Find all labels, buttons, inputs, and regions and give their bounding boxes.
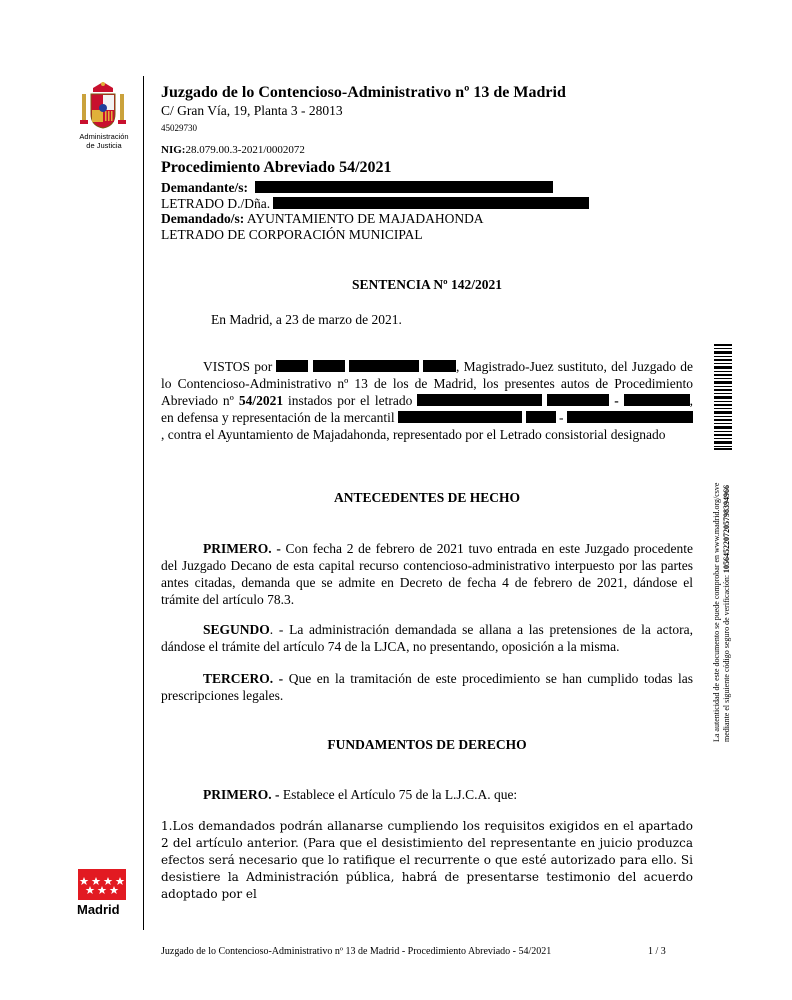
vistos-num: 54/2021	[238, 393, 284, 408]
court-code: 45029730	[161, 123, 197, 133]
segundo-text: . - La administración demandada se allana a las pretensiones de la actora, dándose el trámite del artículo 74 de la LJCA, no presentando, oposición a la misma.	[161, 622, 693, 654]
vistos-text-1: , Magistrado-Juez sustituto, del Juzgado de lo Contencioso-Administrativo nº 13 de los de Madrid, los presentes autos de Procedimiento Abreviado nº	[161, 359, 693, 408]
plaintiff-label: Demandante/s:	[161, 180, 248, 195]
verification-note	[712, 442, 732, 742]
redaction-bar	[313, 360, 345, 372]
admin-label-line2: de Justicia	[86, 141, 122, 150]
vistos-text-4: , contra el Ayuntamiento de Majadahonda, representado por el Letrado consistorial designado	[161, 427, 666, 442]
vertical-divider	[143, 76, 144, 930]
madrid-flag-logo	[78, 869, 126, 905]
antecedentes-heading: ANTECEDENTES DE HECHO	[333, 490, 521, 505]
sentence-title: SENTENCIA Nº 142/2021	[352, 277, 502, 292]
redaction-bar	[423, 360, 456, 372]
antecedentes-segundo	[161, 621, 693, 655]
court-name: Juzgado de lo Contencioso-Administrativo nº 13 de Madrid	[161, 84, 566, 101]
redaction-bar	[255, 181, 553, 193]
redaction-bar	[547, 394, 609, 406]
verification-line2: mediante el siguiente código seguro de verificación: 1056452207205798394966	[722, 484, 731, 742]
justice-coat-of-arms	[78, 80, 128, 137]
fundamentos-heading: FUNDAMENTOS DE DERECHO	[327, 737, 527, 752]
redaction-bar	[567, 411, 693, 423]
admin-label-line1: Administración	[79, 132, 129, 141]
defendant-label: Demandado/s:	[161, 211, 245, 226]
fundamentos-primero	[161, 786, 693, 803]
verification-code: 1056452207205798394966	[722, 484, 731, 573]
tercero-label: TERCERO. -	[203, 671, 284, 686]
redaction-bar	[624, 394, 690, 406]
vistos-text-2: instados por el letrado	[283, 393, 418, 408]
antecedentes-tercero	[161, 670, 693, 704]
redaction-bar	[273, 197, 589, 209]
madrid-stars-icon	[78, 869, 126, 900]
redaction-bar	[276, 360, 308, 372]
vistos-text-3: , en defensa y representación de la mercantil	[161, 393, 694, 425]
redaction-bar	[349, 360, 419, 372]
procedure-title: Procedimiento Abreviado 54/2021	[161, 159, 392, 176]
defendant-line	[161, 211, 484, 227]
footer-text: Juzgado de lo Contencioso-Administrativo nº 13 de Madrid - Procedimiento Abreviado - 54/2021	[161, 946, 552, 957]
antecedentes-primero	[161, 540, 693, 608]
barcode-icon	[714, 344, 732, 450]
primero-text: Con fecha 2 de febrero de 2021 tuvo entrada en este Juzgado procedente del Juzgado Decano de esta capital recurso contencioso-administrativo interpuesto por las partes antes citadas, demanda que se admite en Decreto de fecha 4 de febrero de 2021, dándose el trámite del artículo 78.3.	[161, 541, 693, 607]
lawyer-line	[161, 196, 589, 212]
tercero-text: Que en la tramitación de este procedimiento se han cumplido todas las prescripciones legales.	[161, 671, 693, 703]
vistos-word: VISTOS por	[203, 359, 273, 374]
nig-value: 28.079.00.3-2021/0002072	[185, 144, 305, 156]
fund-primero-text: Establece el Artículo 75 de la L.J.C.A. que:	[279, 787, 518, 802]
admin-justice-label	[74, 132, 134, 150]
court-address: C/ Gran Vía, 19, Planta 3 - 28013	[161, 103, 343, 118]
verification-line1: La autenticidad de este documento se puede comprobar en www.madrid.org/csve	[712, 482, 721, 742]
vistos-paragraph: VISTOS por , Magistrado-Juez sustituto, del Juzgado de lo Contencioso-Administrativo nº 13 de los de Madrid, los presentes autos de Procedimiento Abreviado nº 54/2021 instados por el letrado - , en defensa y representación de la mercantil - , contra el Ayuntamiento de Majadahonda, representado por el Letrado consistorial designado	[161, 359, 694, 442]
defendant-value: AYUNTAMIENTO DE MAJADAHONDA	[244, 211, 484, 226]
redaction-bar	[526, 411, 556, 423]
plaintiff-line	[161, 180, 553, 196]
crown-shield-icon	[78, 80, 128, 132]
segundo-label: SEGUNDO	[203, 622, 270, 637]
lawyer-label: LETRADO D./Dña.	[161, 196, 271, 211]
madrid-label: Madrid	[77, 902, 120, 917]
law-quote: 1.Los demandados podrán allanarse cumpliendo los requisitos exigidos en el apartado 2 del artículo anterior. (Para que el desistimiento del representante en juicio produzca efectos será necesario que lo ratifique el recurrente o que esté autorizado para ello. Si desistiere la Administración pública, habrá de presentarse testimonio del acuerdo adoptado por el	[161, 819, 693, 901]
nig-label: NIG:	[161, 144, 186, 156]
place-date: En Madrid, a 23 de marzo de 2021.	[211, 312, 402, 327]
redaction-bar	[398, 411, 522, 423]
primero-label: PRIMERO. -	[203, 541, 281, 556]
page-number: 1 / 3	[648, 946, 666, 957]
redaction-bar	[417, 394, 542, 406]
defendant-lawyer: LETRADO DE CORPORACIÓN MUNICIPAL	[161, 227, 423, 242]
nig-line	[161, 144, 305, 156]
fund-primero-label: PRIMERO. -	[203, 787, 280, 802]
